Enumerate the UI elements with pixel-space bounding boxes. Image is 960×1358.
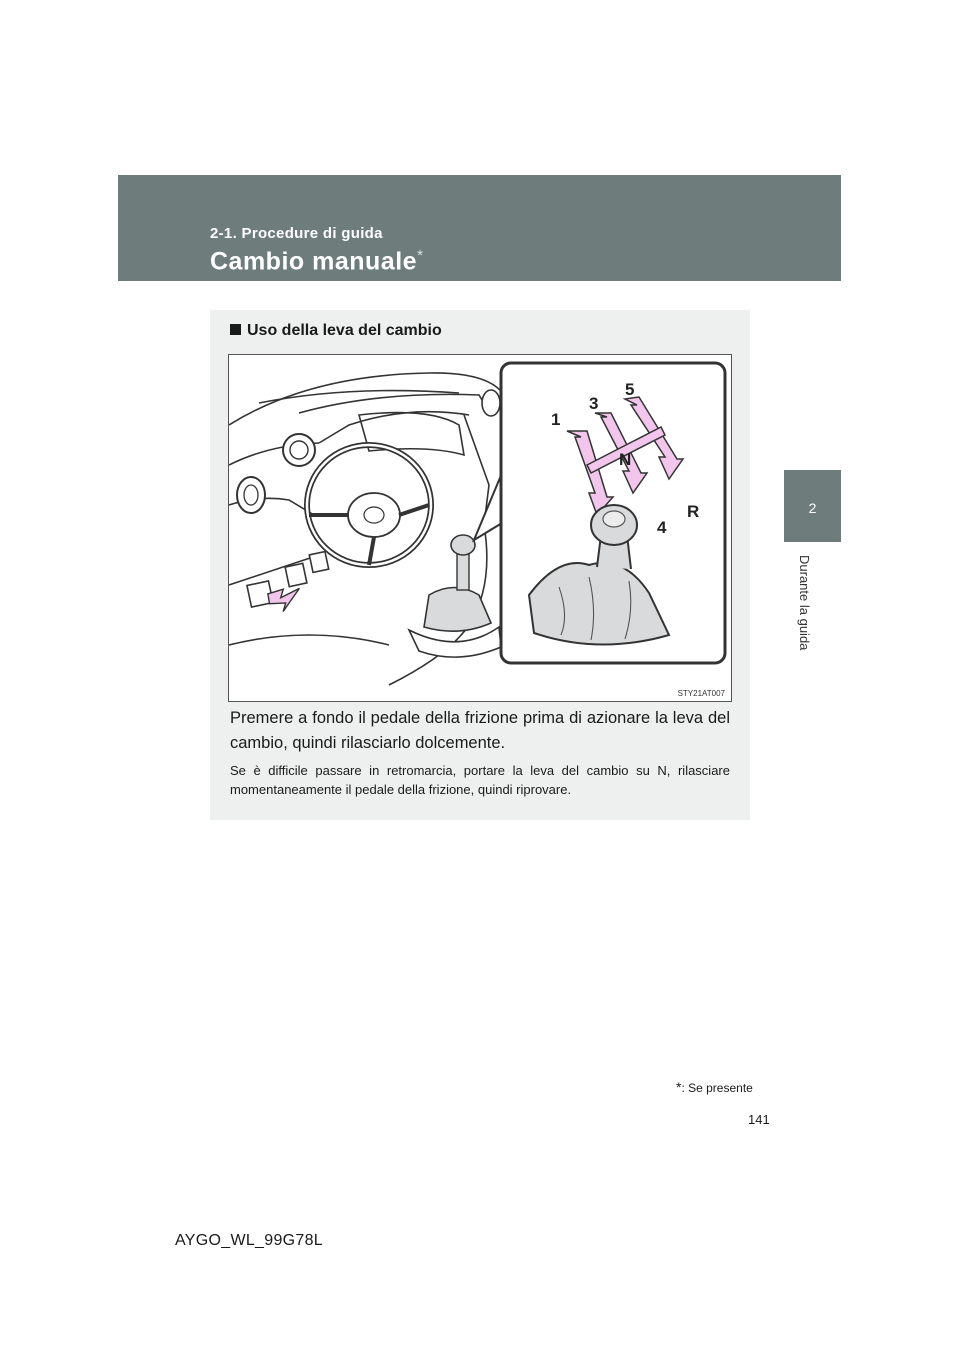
title-asterisk-icon: * [417, 247, 424, 264]
gear-lever-illustration [228, 354, 732, 702]
instruction-text: Premere a fondo il pedale della frizione prima di azionare la leva del cambio, quindi rilasciarlo dolcemente. [230, 709, 730, 752]
gear-label: 4 [657, 518, 667, 537]
gear-label: 5 [625, 380, 635, 399]
gear-label: R [687, 502, 700, 521]
title-text: Cambio manuale [210, 247, 418, 276]
footnote-text: : Se presente [681, 1081, 753, 1095]
steering-wheel-icon [307, 445, 431, 565]
cockpit-drawing [229, 355, 731, 701]
page-title [210, 247, 423, 276]
gear-label: 3 [589, 394, 599, 413]
asterisk-icon: * [676, 1079, 682, 1095]
gear-label: 1 [551, 410, 561, 429]
page-number: 141 [748, 1112, 770, 1127]
chapter-label: Durante la guida [797, 555, 812, 651]
chapter-number: 2 [808, 500, 817, 516]
gauge-icon [283, 434, 315, 466]
gear-label: N [619, 450, 632, 469]
subsection-heading [230, 322, 442, 340]
footnote [676, 1079, 753, 1095]
chapter-tab [784, 470, 841, 542]
subsection-heading-text: Uso della leva del cambio [247, 322, 442, 339]
header-band [118, 175, 841, 281]
content-box [210, 310, 750, 820]
note-text: Se è difficile passare in retromarcia, portare la leva del cambio su N, rilasciare momentaneamente il pedale della frizione, quindi riprovare. [230, 763, 730, 797]
illustration-code: STY21AT007 [677, 689, 725, 698]
section-label: 2-1. Procedure di guida [210, 225, 383, 242]
air-vent-icon [237, 477, 265, 513]
square-bullet-icon [230, 324, 241, 335]
clutch-arrow-icon [268, 586, 303, 613]
document-code: AYGO_WL_99G78L [175, 1232, 323, 1249]
